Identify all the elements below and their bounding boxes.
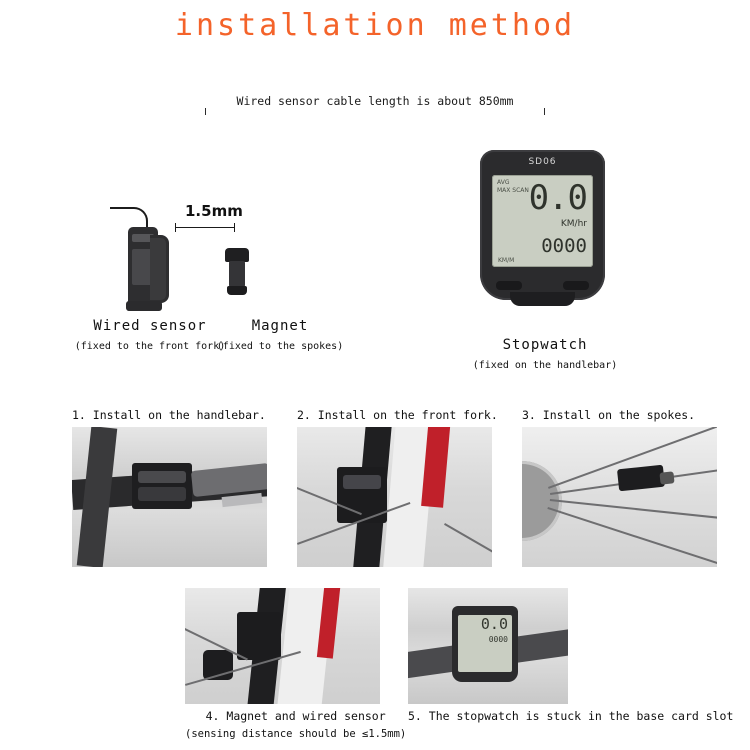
step-4-caption-note: (sensing distance should be ≤1.5mm)	[185, 728, 407, 740]
sensor-mounted	[237, 612, 281, 660]
step-4	[185, 588, 406, 740]
step-2-caption: 2. Install on the front fork.	[297, 408, 498, 422]
stopwatch-mini-odometer: 0000	[488, 635, 508, 644]
magnet-gap-dimension: 1.5mm	[185, 202, 243, 220]
magnet-middle	[229, 261, 245, 287]
step-3-photo	[522, 427, 717, 567]
page-title: installation method	[174, 8, 576, 43]
sensor-foot	[126, 301, 162, 311]
magnet-illustration	[222, 248, 254, 304]
stopwatch-illustration	[480, 150, 605, 310]
sensor-detail	[343, 475, 381, 489]
part-label-magnet	[195, 318, 365, 352]
magnet-tip	[659, 471, 674, 484]
lcd-speed-unit: KM/hr	[560, 219, 587, 229]
step-3-caption: 3. Install on the spokes.	[522, 408, 696, 422]
cable-length-text: Wired sensor cable length is about 850mm	[232, 94, 519, 108]
step-4-caption: 4. Magnet and wired sensor	[205, 709, 386, 723]
stopwatch-button-left[interactable]	[496, 281, 522, 290]
part-note-wired-sensor: (fixed to the front fork)	[74, 341, 226, 352]
stopwatch-brand: SD06	[528, 157, 557, 167]
step-1-photo	[72, 427, 267, 567]
step-5-photo	[408, 588, 568, 704]
step-1	[72, 408, 267, 567]
stopwatch-button-right[interactable]	[563, 281, 589, 290]
cable-length-label	[205, 94, 545, 108]
step-5-caption: 5. The stopwatch is stuck in the base card slot	[408, 709, 734, 723]
step-1-caption: 1. Install on the handlebar.	[72, 408, 266, 422]
part-note-magnet: (fixed to the spokes)	[216, 341, 344, 352]
step-2	[297, 408, 498, 567]
stopwatch-mini-speed: 0.0	[480, 615, 508, 633]
part-label-stopwatch	[455, 337, 635, 371]
step-3	[522, 408, 717, 567]
stopwatch-mini-lcd	[458, 615, 512, 672]
spoke-line	[547, 507, 717, 567]
sensor-cable-end-icon	[110, 207, 120, 209]
step-2-photo	[297, 427, 492, 567]
lcd-odometer-value: 0000	[541, 235, 587, 257]
magnet-top	[225, 248, 249, 262]
stopwatch-shell	[480, 150, 605, 300]
step-4-photo	[185, 588, 380, 704]
part-name-stopwatch: Stopwatch	[502, 337, 588, 353]
lcd-bottom-labels: KM/M	[498, 257, 515, 264]
lcd-speed-value: 0.0	[528, 178, 587, 218]
bracket-detail-bottom	[138, 487, 186, 501]
magnet-bottom	[227, 286, 247, 295]
stopwatch-lcd	[492, 175, 593, 267]
part-note-stopwatch: (fixed on the handlebar)	[472, 360, 618, 371]
part-name-magnet: Magnet	[251, 318, 309, 334]
wired-sensor-illustration	[110, 205, 190, 315]
bracket-detail-top	[138, 471, 186, 483]
dimension-tick-right	[234, 223, 235, 232]
sensor-clip	[150, 235, 169, 303]
magnet-on-spoke	[617, 465, 665, 492]
step-5	[408, 588, 733, 723]
stopwatch-mounted	[452, 606, 518, 682]
spoke-line	[444, 523, 492, 555]
lcd-mode-icons: AVG MAX SCAN	[497, 179, 529, 194]
stopwatch-bracket	[132, 463, 192, 509]
part-name-wired-sensor: Wired sensor	[93, 318, 207, 334]
